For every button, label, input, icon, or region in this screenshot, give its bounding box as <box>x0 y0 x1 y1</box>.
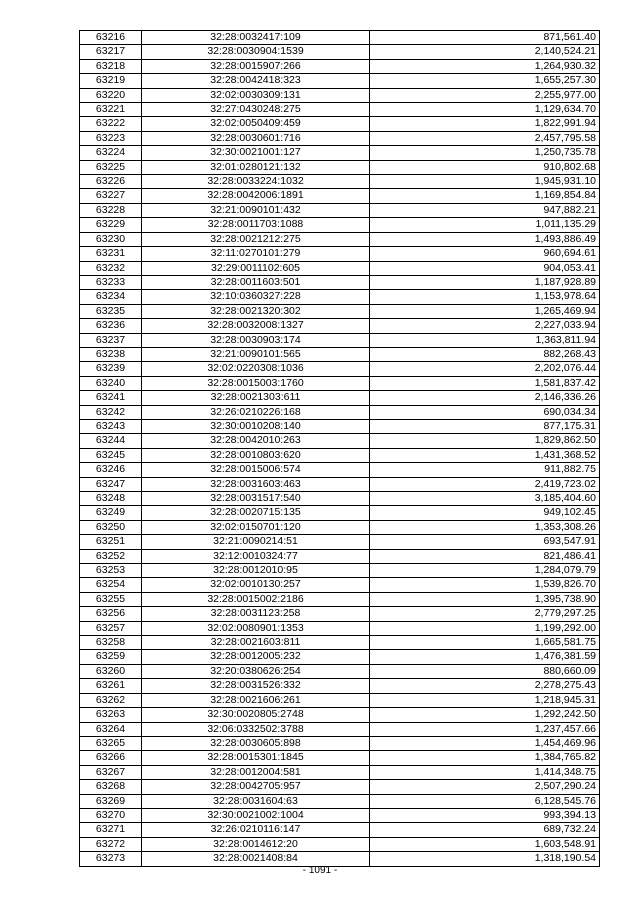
value-cell: 2,255,977.00 <box>370 88 600 102</box>
value-cell: 1,218,945.31 <box>370 693 600 707</box>
table-row <box>80 837 600 851</box>
cadastral-number-cell: 32:28:0015006:574 <box>142 463 370 477</box>
row-number-cell: 63221 <box>80 103 142 117</box>
table-row <box>80 290 600 304</box>
row-number-cell: 63244 <box>80 434 142 448</box>
row-number-cell: 63273 <box>80 852 142 866</box>
value-cell: 1,284,079.79 <box>370 564 600 578</box>
table-row <box>80 607 600 621</box>
table-row <box>80 708 600 722</box>
value-cell: 689,732.24 <box>370 823 600 837</box>
cadastral-number-cell: 32:28:0033224:1032 <box>142 175 370 189</box>
row-number-cell: 63265 <box>80 736 142 750</box>
value-cell: 1,476,381.59 <box>370 650 600 664</box>
cadastral-number-cell: 32:12:0010324:77 <box>142 549 370 563</box>
row-number-cell: 63245 <box>80 448 142 462</box>
row-number-cell: 63268 <box>80 780 142 794</box>
cadastral-number-cell: 32:02:0080901:1353 <box>142 621 370 635</box>
value-cell: 1,187,928.89 <box>370 275 600 289</box>
row-number-cell: 63216 <box>80 31 142 45</box>
cadastral-number-cell: 32:28:0030903:174 <box>142 333 370 347</box>
cadastral-number-cell: 32:28:0015002:2186 <box>142 592 370 606</box>
cadastral-number-cell: 32:28:0021212:275 <box>142 232 370 246</box>
value-cell: 1,292,242.50 <box>370 708 600 722</box>
value-cell: 2,146,336.26 <box>370 391 600 405</box>
value-cell: 960,694.61 <box>370 247 600 261</box>
value-cell: 1,250,735.78 <box>370 146 600 160</box>
table-row <box>80 434 600 448</box>
row-number-cell: 63253 <box>80 564 142 578</box>
cadastral-number-cell: 32:21:0090214:51 <box>142 535 370 549</box>
cadastral-number-cell: 32:28:0032008:1327 <box>142 319 370 333</box>
row-number-cell: 63225 <box>80 160 142 174</box>
value-cell: 2,779,297.25 <box>370 607 600 621</box>
cadastral-number-cell: 32:28:0031604:63 <box>142 794 370 808</box>
table-row <box>80 261 600 275</box>
value-cell: 1,945,931.10 <box>370 175 600 189</box>
row-number-cell: 63249 <box>80 506 142 520</box>
cadastral-number-cell: 32:29:0011102:605 <box>142 261 370 275</box>
table-row <box>80 506 600 520</box>
cadastral-number-cell: 32:28:0012010:95 <box>142 564 370 578</box>
row-number-cell: 63236 <box>80 319 142 333</box>
value-cell: 693,547.91 <box>370 535 600 549</box>
cadastral-number-cell: 32:01:0280121:132 <box>142 160 370 174</box>
value-cell: 1,318,190.54 <box>370 852 600 866</box>
table-row <box>80 131 600 145</box>
value-cell: 2,278,275.43 <box>370 679 600 693</box>
value-cell: 1,237,457.66 <box>370 722 600 736</box>
cadastral-number-cell: 32:28:0021603:811 <box>142 636 370 650</box>
cadastral-number-cell: 32:28:0012004:581 <box>142 765 370 779</box>
row-number-cell: 63228 <box>80 203 142 217</box>
table-row <box>80 391 600 405</box>
table-row <box>80 45 600 59</box>
table-row <box>80 419 600 433</box>
table-row <box>80 448 600 462</box>
cadastral-number-cell: 32:02:0030309:131 <box>142 88 370 102</box>
table-row <box>80 175 600 189</box>
table-row <box>80 751 600 765</box>
cadastral-number-cell: 32:28:0031517:540 <box>142 492 370 506</box>
table-row <box>80 405 600 419</box>
row-number-cell: 63226 <box>80 175 142 189</box>
table-row <box>80 31 600 45</box>
table-row <box>80 232 600 246</box>
row-number-cell: 63261 <box>80 679 142 693</box>
row-number-cell: 63269 <box>80 794 142 808</box>
cadastral-number-cell: 32:30:0010208:140 <box>142 419 370 433</box>
cadastral-number-cell: 32:21:0090101:432 <box>142 203 370 217</box>
row-number-cell: 63224 <box>80 146 142 160</box>
value-cell: 871,561.40 <box>370 31 600 45</box>
cadastral-number-cell: 32:28:0010803:620 <box>142 448 370 462</box>
table-row <box>80 189 600 203</box>
table-row <box>80 808 600 822</box>
value-cell: 911,882.75 <box>370 463 600 477</box>
cadastral-number-cell: 32:28:0032417:109 <box>142 31 370 45</box>
row-number-cell: 63223 <box>80 131 142 145</box>
table-row <box>80 304 600 318</box>
row-number-cell: 63237 <box>80 333 142 347</box>
table-row <box>80 578 600 592</box>
table-row <box>80 535 600 549</box>
row-number-cell: 63243 <box>80 419 142 433</box>
table-row <box>80 117 600 131</box>
cadastral-number-cell: 32:28:0021606:261 <box>142 693 370 707</box>
row-number-cell: 63242 <box>80 405 142 419</box>
value-cell: 2,202,076.44 <box>370 362 600 376</box>
cadastral-number-cell: 32:28:0014612:20 <box>142 837 370 851</box>
table-row <box>80 736 600 750</box>
value-cell: 6,128,545.76 <box>370 794 600 808</box>
value-cell: 882,268.43 <box>370 347 600 361</box>
row-number-cell: 63270 <box>80 808 142 822</box>
cadastral-number-cell: 32:28:0042010:263 <box>142 434 370 448</box>
cadastral-number-cell: 32:10:0360327:228 <box>142 290 370 304</box>
table-row <box>80 59 600 73</box>
value-cell: 993,394.13 <box>370 808 600 822</box>
value-cell: 1,395,738.90 <box>370 592 600 606</box>
table-row <box>80 564 600 578</box>
table-row <box>80 477 600 491</box>
table-row <box>80 852 600 866</box>
table-row <box>80 333 600 347</box>
table-row <box>80 664 600 678</box>
cadastral-number-cell: 32:21:0090101:565 <box>142 347 370 361</box>
table-row <box>80 362 600 376</box>
table-body <box>80 31 600 867</box>
value-cell: 1,431,368.52 <box>370 448 600 462</box>
row-number-cell: 63250 <box>80 520 142 534</box>
table-row <box>80 160 600 174</box>
table-row <box>80 103 600 117</box>
table-row <box>80 319 600 333</box>
cadastral-number-cell: 32:28:0015907:266 <box>142 59 370 73</box>
table-row <box>80 463 600 477</box>
cadastral-number-cell: 32:28:0042418:323 <box>142 74 370 88</box>
table-row <box>80 347 600 361</box>
value-cell: 1,539,826.70 <box>370 578 600 592</box>
value-cell: 821,486.41 <box>370 549 600 563</box>
cadastral-number-cell: 32:28:0011603:501 <box>142 275 370 289</box>
value-cell: 1,264,930.32 <box>370 59 600 73</box>
row-number-cell: 63235 <box>80 304 142 318</box>
row-number-cell: 63256 <box>80 607 142 621</box>
row-number-cell: 63238 <box>80 347 142 361</box>
row-number-cell: 63258 <box>80 636 142 650</box>
value-cell: 949,102.45 <box>370 506 600 520</box>
table-row <box>80 275 600 289</box>
value-cell: 1,153,978.64 <box>370 290 600 304</box>
value-cell: 947,882.21 <box>370 203 600 217</box>
cadastral-value-table <box>79 30 600 867</box>
cadastral-number-cell: 32:28:0021303:611 <box>142 391 370 405</box>
cadastral-number-cell: 32:02:0050409:459 <box>142 117 370 131</box>
cadastral-number-cell: 32:30:0021001:127 <box>142 146 370 160</box>
value-cell: 880,660.09 <box>370 664 600 678</box>
row-number-cell: 63247 <box>80 477 142 491</box>
row-number-cell: 63266 <box>80 751 142 765</box>
row-number-cell: 63255 <box>80 592 142 606</box>
value-cell: 2,227,033.94 <box>370 319 600 333</box>
table-row <box>80 376 600 390</box>
value-cell: 1,265,469.94 <box>370 304 600 318</box>
value-cell: 904,053.41 <box>370 261 600 275</box>
value-cell: 877,175.31 <box>370 419 600 433</box>
cadastral-number-cell: 32:28:0031603:463 <box>142 477 370 491</box>
table-row <box>80 88 600 102</box>
table-row <box>80 74 600 88</box>
row-number-cell: 63246 <box>80 463 142 477</box>
table-row <box>80 247 600 261</box>
cadastral-number-cell: 32:11:0270101:279 <box>142 247 370 261</box>
page-number: - 1091 - <box>302 865 338 876</box>
cadastral-number-cell: 32:28:0042006:1891 <box>142 189 370 203</box>
row-number-cell: 63227 <box>80 189 142 203</box>
value-cell: 3,185,404.60 <box>370 492 600 506</box>
row-number-cell: 63248 <box>80 492 142 506</box>
row-number-cell: 63230 <box>80 232 142 246</box>
table-row <box>80 203 600 217</box>
row-number-cell: 63240 <box>80 376 142 390</box>
cadastral-number-cell: 32:28:0031526:332 <box>142 679 370 693</box>
row-number-cell: 63220 <box>80 88 142 102</box>
row-number-cell: 63264 <box>80 722 142 736</box>
cadastral-number-cell: 32:30:0020805:2748 <box>142 708 370 722</box>
value-cell: 1,603,548.91 <box>370 837 600 851</box>
row-number-cell: 63233 <box>80 275 142 289</box>
value-cell: 2,419,723.02 <box>370 477 600 491</box>
table-row <box>80 218 600 232</box>
value-cell: 1,169,854.84 <box>370 189 600 203</box>
cadastral-number-cell: 32:28:0030904:1539 <box>142 45 370 59</box>
row-number-cell: 63257 <box>80 621 142 635</box>
value-cell: 1,384,765.82 <box>370 751 600 765</box>
table-row <box>80 520 600 534</box>
cadastral-number-cell: 32:26:0210116:147 <box>142 823 370 837</box>
row-number-cell: 63239 <box>80 362 142 376</box>
row-number-cell: 63251 <box>80 535 142 549</box>
table-row <box>80 794 600 808</box>
cadastral-number-cell: 32:26:0210226:168 <box>142 405 370 419</box>
table-row <box>80 693 600 707</box>
row-number-cell: 63252 <box>80 549 142 563</box>
cadastral-number-cell: 32:28:0021320:302 <box>142 304 370 318</box>
cadastral-number-cell: 32:30:0021002:1004 <box>142 808 370 822</box>
row-number-cell: 63217 <box>80 45 142 59</box>
cadastral-number-cell: 32:28:0011703:1088 <box>142 218 370 232</box>
row-number-cell: 63259 <box>80 650 142 664</box>
row-number-cell: 63272 <box>80 837 142 851</box>
cadastral-number-cell: 32:20:0380626:254 <box>142 664 370 678</box>
cadastral-number-cell: 32:27:0430248:275 <box>142 103 370 117</box>
cadastral-number-cell: 32:28:0031123:258 <box>142 607 370 621</box>
cadastral-number-cell: 32:02:0010130:257 <box>142 578 370 592</box>
cadastral-number-cell: 32:28:0015301:1845 <box>142 751 370 765</box>
value-cell: 2,507,290.24 <box>370 780 600 794</box>
table-row <box>80 765 600 779</box>
value-cell: 2,140,524.21 <box>370 45 600 59</box>
row-number-cell: 63222 <box>80 117 142 131</box>
value-cell: 1,353,308.26 <box>370 520 600 534</box>
cadastral-number-cell: 32:02:0150701:120 <box>142 520 370 534</box>
value-cell: 1,655,257.30 <box>370 74 600 88</box>
value-cell: 1,493,886.49 <box>370 232 600 246</box>
row-number-cell: 63241 <box>80 391 142 405</box>
value-cell: 1,581,837.42 <box>370 376 600 390</box>
table-row <box>80 636 600 650</box>
table-row <box>80 146 600 160</box>
table-row <box>80 592 600 606</box>
row-number-cell: 63229 <box>80 218 142 232</box>
value-cell: 1,665,581.75 <box>370 636 600 650</box>
table-row <box>80 780 600 794</box>
row-number-cell: 63219 <box>80 74 142 88</box>
value-cell: 1,363,811.94 <box>370 333 600 347</box>
row-number-cell: 63254 <box>80 578 142 592</box>
row-number-cell: 63267 <box>80 765 142 779</box>
cadastral-number-cell: 32:28:0020715:135 <box>142 506 370 520</box>
row-number-cell: 63231 <box>80 247 142 261</box>
row-number-cell: 63218 <box>80 59 142 73</box>
table-row <box>80 650 600 664</box>
cadastral-number-cell: 32:02:0220308:1036 <box>142 362 370 376</box>
row-number-cell: 63271 <box>80 823 142 837</box>
value-cell: 2,457,795.58 <box>370 131 600 145</box>
cadastral-number-cell: 32:28:0015003:1760 <box>142 376 370 390</box>
value-cell: 1,822,991.94 <box>370 117 600 131</box>
table-row <box>80 722 600 736</box>
value-cell: 690,034.34 <box>370 405 600 419</box>
cadastral-number-cell: 32:28:0012005:232 <box>142 650 370 664</box>
table-row <box>80 679 600 693</box>
table-row <box>80 492 600 506</box>
value-cell: 1,011,135.29 <box>370 218 600 232</box>
cadastral-number-cell: 32:28:0030605:898 <box>142 736 370 750</box>
cadastral-number-cell: 32:06:0332502:3788 <box>142 722 370 736</box>
row-number-cell: 63234 <box>80 290 142 304</box>
table-row <box>80 549 600 563</box>
cadastral-number-cell: 32:28:0042705:957 <box>142 780 370 794</box>
row-number-cell: 63263 <box>80 708 142 722</box>
value-cell: 1,454,469.96 <box>370 736 600 750</box>
value-cell: 1,199,292.00 <box>370 621 600 635</box>
value-cell: 910,802.68 <box>370 160 600 174</box>
value-cell: 1,829,862.50 <box>370 434 600 448</box>
row-number-cell: 63260 <box>80 664 142 678</box>
cadastral-number-cell: 32:28:0021408:84 <box>142 852 370 866</box>
row-number-cell: 63232 <box>80 261 142 275</box>
value-cell: 1,414,348.75 <box>370 765 600 779</box>
table-row <box>80 621 600 635</box>
table-row <box>80 823 600 837</box>
row-number-cell: 63262 <box>80 693 142 707</box>
value-cell: 1,129,634.70 <box>370 103 600 117</box>
cadastral-number-cell: 32:28:0030601:716 <box>142 131 370 145</box>
